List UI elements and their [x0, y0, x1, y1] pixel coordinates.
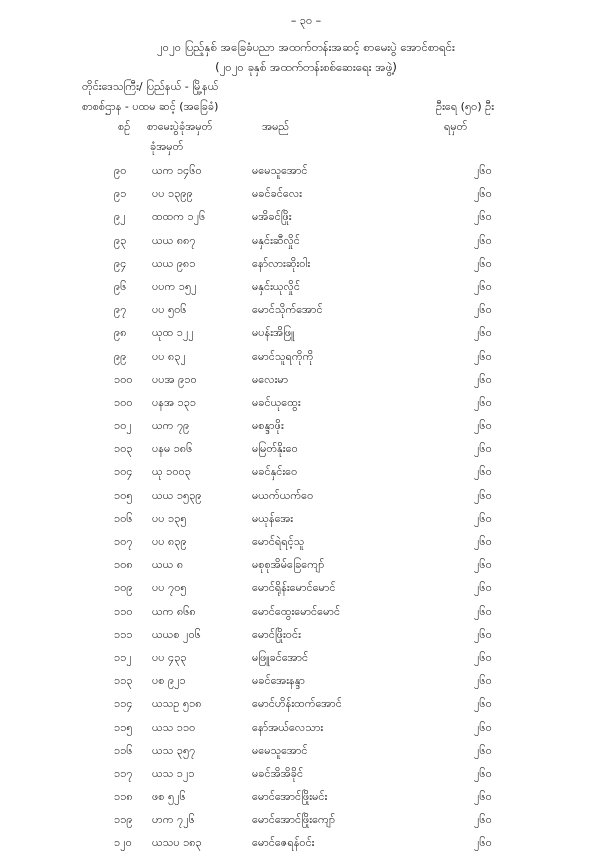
student-name: မောင်အောင်ဖြိုးမင်း: [252, 790, 328, 804]
table-row: [0, 790, 612, 813]
marks-value: ၂၆၀: [474, 395, 492, 409]
roll-number: ယယစ ၂၀၆: [152, 627, 201, 641]
student-name: မောင်ရဲရင့်သူ: [252, 535, 305, 548]
results-table: [0, 164, 612, 860]
roll-number: ထထက ၁၂၆: [152, 210, 206, 224]
table-row: [0, 210, 612, 233]
roll-number: ပပ ၁၃၉၉: [152, 187, 193, 201]
table-row: [0, 605, 612, 628]
marks-value: ၂၆၀: [474, 790, 492, 804]
row-number: ၉၂: [114, 210, 126, 224]
row-number: ၁၀၇: [114, 535, 133, 548]
table-row: [0, 697, 612, 720]
row-number: ၁၁၉: [114, 813, 133, 827]
marks-value: ၂၆၀: [474, 813, 492, 827]
table-row: [0, 373, 612, 396]
roll-number: ယသဥ ၅၁၈: [152, 697, 202, 711]
marks-value: ၂၆၀: [474, 210, 492, 224]
row-number: ၁၀၃: [114, 442, 133, 456]
student-name: မလေးမာ: [252, 372, 289, 386]
student-name: မခင်နှင်းဝေ: [252, 465, 298, 479]
marks-value: ၂၆၀: [474, 627, 492, 641]
roll-number: ပပ ၈၃၉: [152, 535, 187, 548]
table-row: [0, 419, 612, 442]
row-number: ၁၁၇: [114, 766, 133, 780]
document-title: ၂၀၂၀ ပြည့်နှစ် အခြေခံပညာ အထက်တန်းအဆင့် စာမေးပွဲ အောင်စာရင်း: [157, 40, 455, 54]
marks-value: ၂၆၀: [474, 766, 492, 780]
marks-value: ၂၆၀: [474, 604, 492, 618]
student-name: နော်လားဆိုးဝါး: [252, 256, 311, 270]
table-row: [0, 767, 612, 790]
column-header-roll-sub: ခုံအမှတ်: [150, 140, 184, 153]
row-number: ၁၀၄: [114, 465, 133, 479]
row-number: ၁၁၃: [114, 674, 133, 688]
marks-value: ၂၆၀: [474, 488, 492, 502]
marks-value: ၂၆၀: [474, 465, 492, 479]
row-number: ၁၁၂: [114, 650, 132, 664]
row-number: ၁၁၀: [114, 604, 133, 618]
row-number: ၉၀: [114, 164, 127, 177]
row-number: ၉၈: [114, 326, 127, 340]
marks-value: ၂၆၀: [474, 697, 492, 711]
column-header-roll: စာမေးပွဲခုံအမှတ်: [147, 120, 213, 133]
marks-value: ၂၆၀: [474, 674, 492, 688]
roll-number: ယုထ ၁၂၂: [152, 326, 194, 340]
table-row: [0, 396, 612, 419]
table-row: [0, 234, 612, 257]
row-number: ၁၁၅: [114, 720, 133, 734]
roll-number: ပပ ၄၃၃: [152, 650, 187, 664]
roll-number: ယသ ၁၂၁: [152, 766, 195, 780]
table-row: [0, 489, 612, 512]
table-row: [0, 187, 612, 210]
marks-value: ၂၆၀: [474, 164, 492, 177]
marks-value: ၂၆၀: [474, 279, 492, 293]
row-number: ၁၁၆: [114, 743, 133, 757]
table-row: [0, 836, 612, 859]
marks-value: ၂၆၀: [474, 349, 492, 363]
table-row: [0, 257, 612, 280]
roll-number: ပနမ ၁၈၆: [152, 442, 193, 456]
row-number: ၁၁၁: [114, 627, 133, 641]
roll-number: ပစ ၉၂၁: [152, 674, 186, 688]
roll-number: ယယ ၈၈၇: [152, 233, 196, 247]
marks-value: ၂၆၀: [474, 326, 492, 340]
marks-value: ၂၆၀: [474, 419, 492, 433]
student-name: မောင်ထွေးမောင်မောင်: [252, 604, 341, 618]
student-name: မမြတ်နိုးဝေ: [252, 442, 298, 456]
student-name: မနှင်းဆီလှိုင်: [252, 233, 300, 247]
roll-number: ယသ ၃၅၇: [152, 743, 196, 757]
roll-number: ယသပ ၁၈၃: [152, 836, 202, 850]
column-header-no: စဉ်: [118, 120, 131, 133]
student-name: မပန်းအိဖြူ: [252, 326, 295, 340]
marks-value: ၂၆၀: [474, 511, 492, 525]
student-name: မယုန်အေး: [252, 511, 294, 525]
roll-number: ပနအ ၁၃၁: [152, 395, 197, 409]
roll-number: ပပ ၈၃၂: [152, 349, 186, 363]
student-name: မောင်သိုက်အောင်: [252, 303, 323, 317]
row-number: ၁၀၂: [114, 419, 132, 433]
roll-number: ယက ၁၄၆၀: [152, 164, 202, 177]
row-number: ၉၇: [114, 303, 127, 317]
roll-number: ယက ၇၉: [152, 419, 190, 433]
document-subtitle: (၂၀၂၀ ခုနှစ် အထက်တန်းစစ်ဆေးရေး အဖွဲ့): [215, 60, 397, 74]
roll-number: ယယ ၈: [152, 558, 184, 572]
table-row: [0, 512, 612, 535]
row-number: ၉၆: [114, 279, 127, 293]
row-number: ၉၄: [114, 256, 127, 270]
row-number: ၁၂၀: [114, 836, 132, 850]
marks-value: ၂၆၀: [474, 187, 492, 201]
student-name: မစန္ဒာဖိုး: [252, 419, 284, 433]
marks-value: ၂၆၀: [474, 442, 492, 456]
exam-center-label: စာစစ်ဌာန - ပထမ ဆင့် (အခြေခံ): [82, 100, 219, 113]
table-row: [0, 813, 612, 836]
row-number: ၉၉: [114, 349, 127, 363]
row-number: ၁၀၀: [114, 372, 133, 386]
marks-value: ၂၆၀: [474, 535, 492, 548]
table-row: [0, 164, 612, 187]
student-name: နော်အယ်လေသား: [252, 720, 324, 734]
table-row: [0, 744, 612, 767]
student-name: မောင်အောင်ဖြိုးကျော်: [252, 813, 336, 827]
roll-number: ပပက ၁၅၂: [152, 279, 197, 293]
page-number: – ၃၀ –: [290, 14, 322, 27]
student-name: မနှင်းယုလှိုင်: [252, 279, 300, 293]
student-name: မယက်ယက်ဝေ: [252, 488, 314, 502]
table-row: [0, 326, 612, 349]
row-number: ၉၁: [114, 187, 127, 201]
table-row: [0, 535, 612, 558]
total-count-label: ဦးရေ (၅၀) ဦး: [436, 100, 495, 113]
column-header-name: အမည်: [262, 120, 290, 133]
marks-value: ၂၆၀: [474, 233, 492, 247]
roll-number: ဖစ ၅၂၆: [152, 790, 186, 804]
row-number: ၉၃: [114, 233, 127, 247]
marks-value: ၂၆၀: [474, 256, 492, 270]
table-row: [0, 442, 612, 465]
roll-number: ဟက ၇၂၆: [152, 813, 195, 827]
marks-value: ၂၆၀: [474, 650, 492, 664]
marks-value: ၂၆၀: [474, 720, 492, 734]
row-number: ၁၀၅: [114, 488, 133, 502]
table-row: [0, 350, 612, 373]
roll-number: ပပ ၅၀၆: [152, 303, 187, 317]
region-line: တိုင်းဒေသကြီး/ ပြည်နယ် - မြို့နယ်: [82, 80, 219, 93]
student-name: မောင်ဇေရန်ဝင်း: [252, 836, 315, 850]
roll-number: ယယ ၁၅၃၉: [152, 488, 202, 502]
student-name: မမေသူအောင်: [252, 164, 308, 177]
table-row: [0, 303, 612, 326]
student-name: မခင်ယုထွေး: [252, 395, 301, 409]
student-name: မခင်ခင်လေး: [252, 187, 302, 201]
student-name: မမေသူအောင်: [252, 743, 308, 757]
row-number: ၁၀၈: [114, 558, 133, 572]
roll-number: ပပ ၁၃၅: [152, 511, 187, 525]
student-name: မစုစုအိမ်ခြေကျော်: [252, 558, 325, 572]
roll-number: ပပအ ၉၁၀: [152, 372, 197, 386]
roll-number: ယု ၁၀၀၃: [152, 465, 191, 479]
student-name: မောင်ဖြိုးဝင်း: [252, 627, 301, 641]
roll-number: ယသ ၁၁၀: [152, 720, 196, 734]
marks-value: ၂၆၀: [474, 558, 492, 572]
marks-value: ၂၆၀: [474, 303, 492, 317]
column-header-marks: ရမှတ်: [444, 120, 468, 133]
row-number: ၁၁၄: [114, 697, 133, 711]
student-name: မအိခင်ဖြိုး: [252, 210, 292, 224]
table-row: [0, 721, 612, 744]
roll-number: ယက ၈၆၈: [152, 604, 196, 618]
student-name: မခင်အိအိခိုင်: [252, 766, 304, 780]
table-row: [0, 280, 612, 303]
marks-value: ၂၆၀: [474, 581, 492, 595]
row-number: ၁၀၀: [114, 395, 133, 409]
student-name: မောင်ရိုန်းမောင်မောင်: [252, 581, 336, 595]
table-row: [0, 558, 612, 581]
student-name: မဖြူခင်အောင်: [252, 650, 309, 664]
student-name: မောင်ဟိန်းထက်အောင်: [252, 697, 342, 711]
marks-value: ၂၆၀: [474, 836, 492, 850]
roll-number: ပပ ၇၀၅: [152, 581, 187, 595]
table-row: [0, 674, 612, 697]
roll-number: ယယ ၉၈၁: [152, 256, 196, 270]
student-name: မခင်အေးနန္ဒာ: [252, 674, 305, 688]
table-row: [0, 581, 612, 604]
student-name: မောင်သူရကိုကို: [252, 349, 314, 363]
marks-value: ၂၆၀: [474, 743, 492, 757]
row-number: ၁၀၉: [114, 581, 133, 595]
row-number: ၁၀၆: [114, 511, 133, 525]
marks-value: ၂၆၀: [474, 372, 492, 386]
table-row: [0, 465, 612, 488]
table-row: [0, 628, 612, 651]
table-row: [0, 651, 612, 674]
row-number: ၁၁၈: [114, 790, 133, 804]
